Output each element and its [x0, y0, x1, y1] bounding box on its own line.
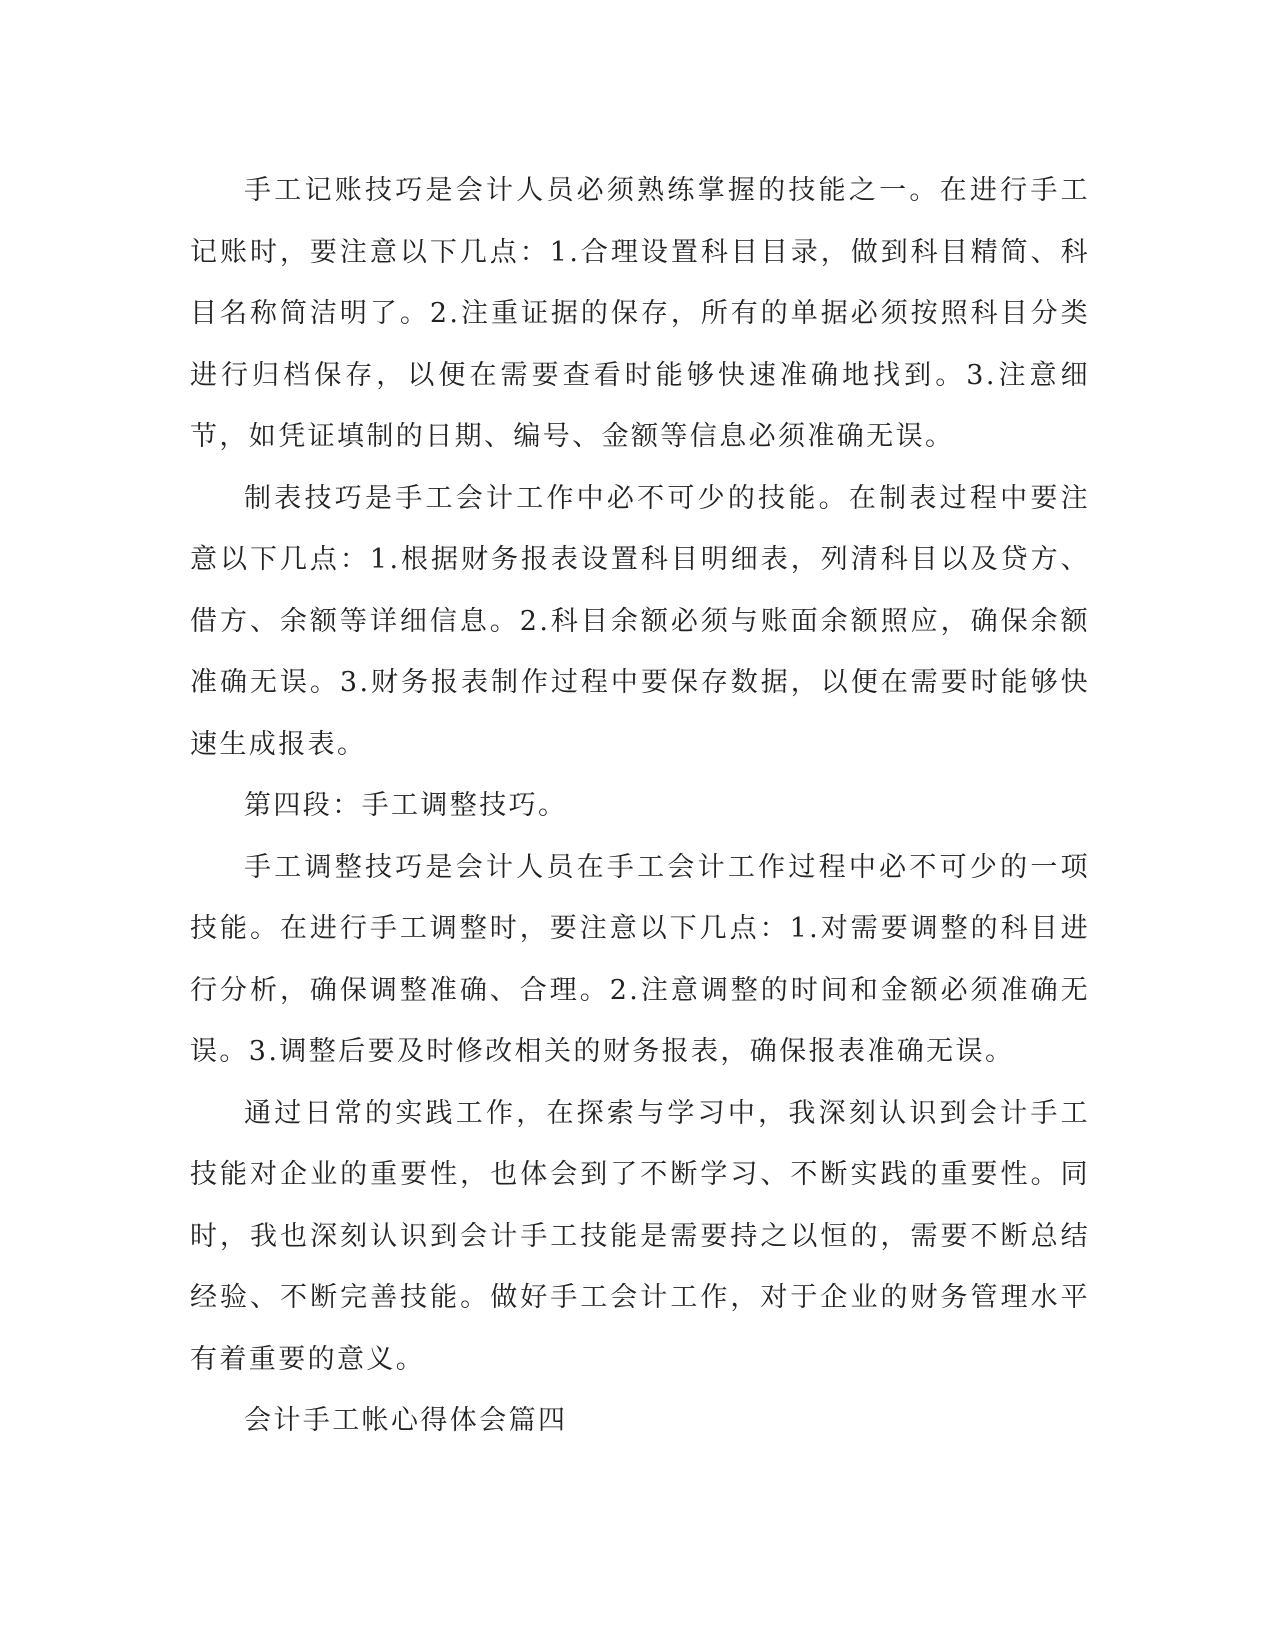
- paragraph-bookkeeping-skills: 手工记账技巧是会计人员必须熟练掌握的技能之一。在进行手工记账时，要注意以下几点：1.合理设置科目目录，做到科目精简、科目名称简洁明了。2.注重证据的保存，所有的单据必须按照科目分类进行归档保存，以便在需要查看时能够快速准确地找到。3.注意细节，如凭证填制的日期、编号、金额等信息必须准确无误。: [190, 175, 1090, 452]
- paragraph-conclusion: 通过日常的实践工作，在探索与学习中，我深刻认识到会计手工技能对企业的重要性，也体会到了不断学习、不断实践的重要性。同时，我也深刻认识到会计手工技能是需要持之以恒的，需要不断总结经验、不断完善技能。做好手工会计工作，对于企业的财务管理水平有着重要的意义。: [190, 1097, 1090, 1375]
- paragraph-adjustment-skills: 手工调整技巧是会计人员在手工会计工作过程中必不可少的一项技能。在进行手工调整时，要注意以下几点：1.对需要调整的科目进行分析，确保调整准确、合理。2.注意调整的时间和金额必须准确无误。3.调整后要及时修改相关的财务报表，确保报表准确无误。: [190, 851, 1090, 1067]
- section-heading-part-four: 会计手工帐心得体会篇四: [244, 1405, 568, 1436]
- document-body: [190, 160, 1090, 1452]
- section-heading-manual-adjustment: 第四段：手工调整技巧。: [244, 790, 568, 821]
- paragraph-tabulation-skills: 制表技巧是手工会计工作中必不可少的技能。在制表过程中要注意以下几点：1.根据财务报表设置科目明细表，列清科目以及贷方、借方、余额等详细信息。2.科目余额必须与账面余额照应，确保余额准确无误。3.财务报表制作过程中要保存数据，以便在需要时能够快速生成报表。: [190, 482, 1090, 760]
